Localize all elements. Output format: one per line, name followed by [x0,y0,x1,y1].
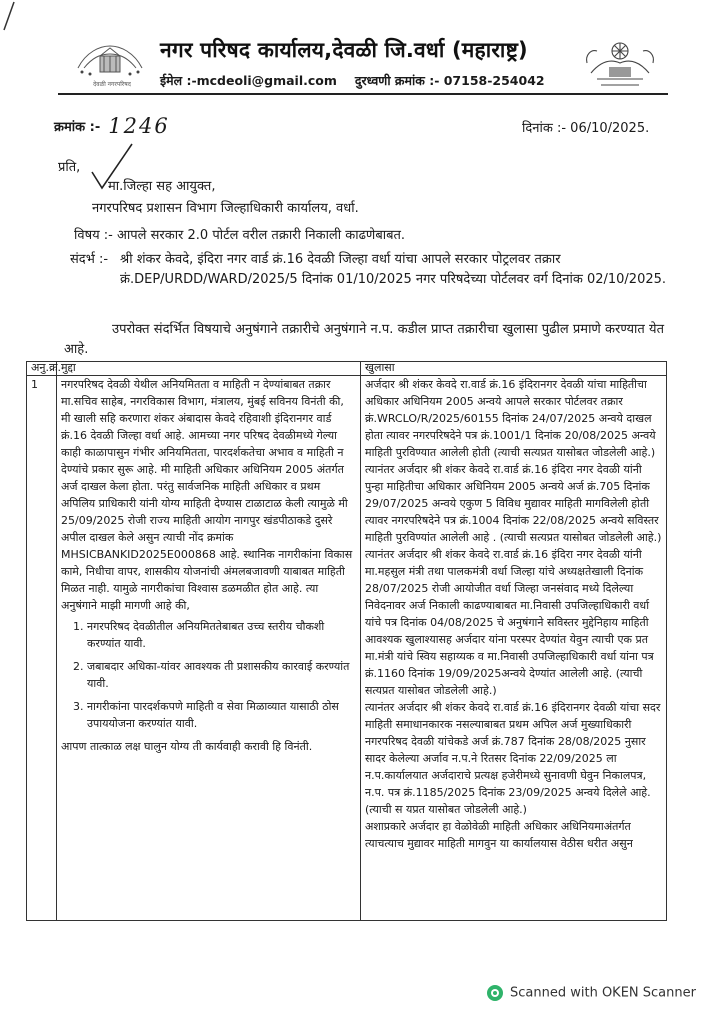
subject-line: विषय :- आपले सरकार 2.0 पोर्टल वरील तक्रारी निकाली काढणेबाबत. [74,228,406,243]
row-serial: 1 [27,376,57,921]
demand-list [61,618,356,732]
scanner-watermark [486,984,696,1002]
issue-text: नगरपरिषद देवळी येथील अनियमितता व माहिती न देण्यांबाबत तक्रार मा.सचिव साहेब, नगरविकास विभाग, मंत्रालय, मुंबई सविनय विनंती की, मी खाली सहि करणारा शंकर अंबादास केवदे रहिवाशी इंदिरानगर वार्ड क्रं.16 देवळी जिल्हा वर्धा आहे. आमच्या नगर परिषद देवळीमध्ये गेल्या काही काळापासुन गंभीर अनियमितता, पारदर्शकतेचा अभाव व माहिती न देण्यांचे प्रकार सुरू आहे. मी माहिती अधिकार अधिनियम 2005 अंतर्गत अर्ज दाखल केला होता. परंतु सार्वजनिक माहिती अधिकार व प्रथम अपिलिय प्राधिकारी यांनी योग्य माहिती देण्यास टाळाटाळ केली त्यामुळे मी 25/09/2025 रोजी राज्य माहिती आयोग नागपुर खंडपीठाकडे दुसरे अपील दाखल केले असुन त्याची नोंद क्रमांक MHSICBANKID2025E000868 आहे. स्थानिक नागरीकांना विकास कामे, निधीचा वापर, शासकीय योजनांची अंमलबजावणी याबाबत माहिती मिळत नाही. यामुळे नागरीकांचा विश्वास डळमळीत होत आहे. त्या अनुषंगाने माझी मागणी आहे की, [61,378,353,612]
phone-text: दुरध्वणी क्रमांक :- 07158-254042 [354,73,545,88]
explanation-cell [361,376,667,921]
explanation-paragraph: अर्जदार श्री शंकर केवदे रा.वार्ड क्रं.16 इंदिरानगर देवळी यांचा माहितीचा अधिकार अधिनियम 2005 अन्वये आपले सरकार पोर्टलवर तक्रार क्रं.WRCLO/R/2025/60155 दिनांक 24/07/2025 अन्वये दाखल होता त्यावर नगरपरिषदेने पत्र क्रं.1001/1 दिनांक 20/08/2025 अन्वये माहिती पुरविण्यात आलेली होती (त्याची सत्यप्रत यासोबत जोडलेली आहे.) [365,378,656,459]
table-row [27,376,667,921]
addressee-line-1: मा.जिल्हा सह आयुक्त, [108,179,216,194]
pen-stroke-mark [0,0,40,40]
letter-number [54,112,170,136]
reference-text: श्री शंकर केवदे, इंदिरा नगर वार्ड क्रं.16 देवळी जिल्हा वर्धा यांचा आपले सरकार पोट्रलवर तक्रार क्रं.DEP/URDD/WARD/2025/5 दिनांक 01/10/2025 नगर परिषदेच्या पोर्टलवर वर्ग दिनांक 02/10/2025. [120,252,667,287]
scanner-logo-icon [486,984,504,1002]
email-text: ईमेल :-mcdeoli@gmail.com [160,73,337,88]
header-divider [58,93,668,95]
reference-block [70,250,670,290]
demand-item: 1. नगरपरिषद देवळीतील अनियमिततेबाबत उच्च स्तरीय चौकशी करण्यांत यावी. [87,618,356,652]
header-explanation: खुलासा [361,362,667,376]
header-issue: मुद्दा [57,362,361,376]
letter-number-label: क्रमांक :- [54,120,101,135]
reference-label: संदर्भ :- [70,252,109,267]
letter-number-value: 1246 [108,114,170,138]
header-serial: अनु.क्र. [27,362,57,376]
intro-paragraph: उपरोक्त संदर्भित विषयाचे अनुषंगाने तक्रारीचे अनुषंगाने न.प. कडील प्राप्त तक्रारीचा खुलासा पुढील प्रमाणे करण्यात येत आहे. [64,322,664,357]
contact-line [160,72,545,89]
addressee-line-2: नगरपरिषद प्रशासन विभाग जिल्हाधिकारी कार्यालय, वर्धा. [92,201,359,216]
explanation-paragraph: त्यानंतर अर्जदार श्री शंकर केवदे रा.वार्ड क्रं.16 इंदिरानगर देवळी यांचा सदर माहिती समाधानकारक नसल्याबाबत प्रथम अपिल अर्ज मुख्याधिकारी नगरपरिषद देवळी यांचेकडे अर्ज क्रं.787 दिनांक 28/08/2025 नुसार सादर केलेल्या अर्जाव न.प.ने रितसर दिनांक 22/09/2025 ला न.प.कार्यालयात अर्जदाराचे प्रत्यक्ष हजेरीमध्ये सुनावणी घेवुन निकालपत्र, न.प. पत्र क्रं.1185/2025 दिनांक 23/09/2025 अन्वये दिलेले आहे. (त्याची स यप्रत यासोबत जोडलेली आहे.) [365,701,661,816]
closing-request: आपण तात्काळ लक्ष घालुन योग्य ती कार्यवाही करावी हि विनंती. [61,740,313,753]
table-header-row [27,362,667,376]
explanation-paragraph: त्यानंतर अर्जदार श्री शंकर केवदे रा.वार्ड क्रं.16 इंदिरा नगर देवळी यांनी पुन्हा माहितीचा अधिकार अधिनियम 2005 अन्वये अर्ज क्रं.705 दिनांक 29/07/2025 अन्वये एकुण 5 विविध मुद्यावर माहिती मागविलेली होती त्यावर नगरपरिषदेने पत्र क्रं.1004 दिनांक 22/08/2025 अन्वये सविस्तर माहिती पुरविण्यांत आलेली आहे . (त्याची सत्यप्रत यासोबत जोडलेली आहे.) त्यानंतर अर्जदार श्री शंकर केवदे रा.वार्ड क्रं.16 इंदिरा नगर देवळी यांनी मा.महसुल मंत्री तथा पालकमंत्री वर्धा जिल्हा यांचे अध्यक्षतेखाली दिनांक 28/07/2025 रोजी आयोजीत वर्धा जिल्हा जनसंवाद मध्ये दिलेल्या निवेदनावर अर्ज निकाली काढण्याबाबत मा.निवासी उपजिल्हाधिकारी वर्धा यांचे पत्र दिनांक 04/08/2025 चे अनुषंगाने सविस्तर मुद्देनिहाय माहिती आवश्यक खुलाश्यासह अर्जदार यांना परस्पर देण्यांत येवुन त्याची एक प्रत मा.मंत्री यांचे स्विय सहाय्यक व मा.निवासी उपजिल्हाधिकारी वर्धा यांना पत्र क्रं.1160 दिनांक 19/09/2025अन्वये देण्यांत आलेली आहे. (त्याची सत्यप्रत यासोबत जोडलेली आहे.) [365,463,662,697]
demand-item: 2. जबाबदार अधिका-यांवर आवश्यक ती प्रशासकीय कारवाई करण्यांत यावी. [87,658,356,692]
scanner-text: Scanned with OKEN Scanner [510,985,696,1001]
prati-label: प्रति, [58,160,81,175]
office-title: नगर परिषद कार्यालय,देवळी जि.वर्धा (महाराष्ट्र) [160,38,528,62]
emblem-caption: देवळी नगरपरिषद [93,81,131,88]
state-seal-emblem [583,33,658,91]
issue-cell [57,376,361,921]
demand-item: 3. नागरीकांना पारदर्शकपणे माहिती व सेवा मिळाव्यात यासाठी ठोस उपाययोजना करण्यांत यावी. [87,698,356,732]
complaint-table [26,361,667,921]
explanation-paragraph: अशाप्रकारे अर्जदार हा वेळोवेळी माहिती अधिकार अधिनियमाअंतर्गत त्याचत्याच मुद्यावर माहिती मागवुन या कार्यालयास वेठीस धरीत असुन [365,820,633,850]
letter-date: दिनांक :- 06/10/2025. [522,121,650,136]
